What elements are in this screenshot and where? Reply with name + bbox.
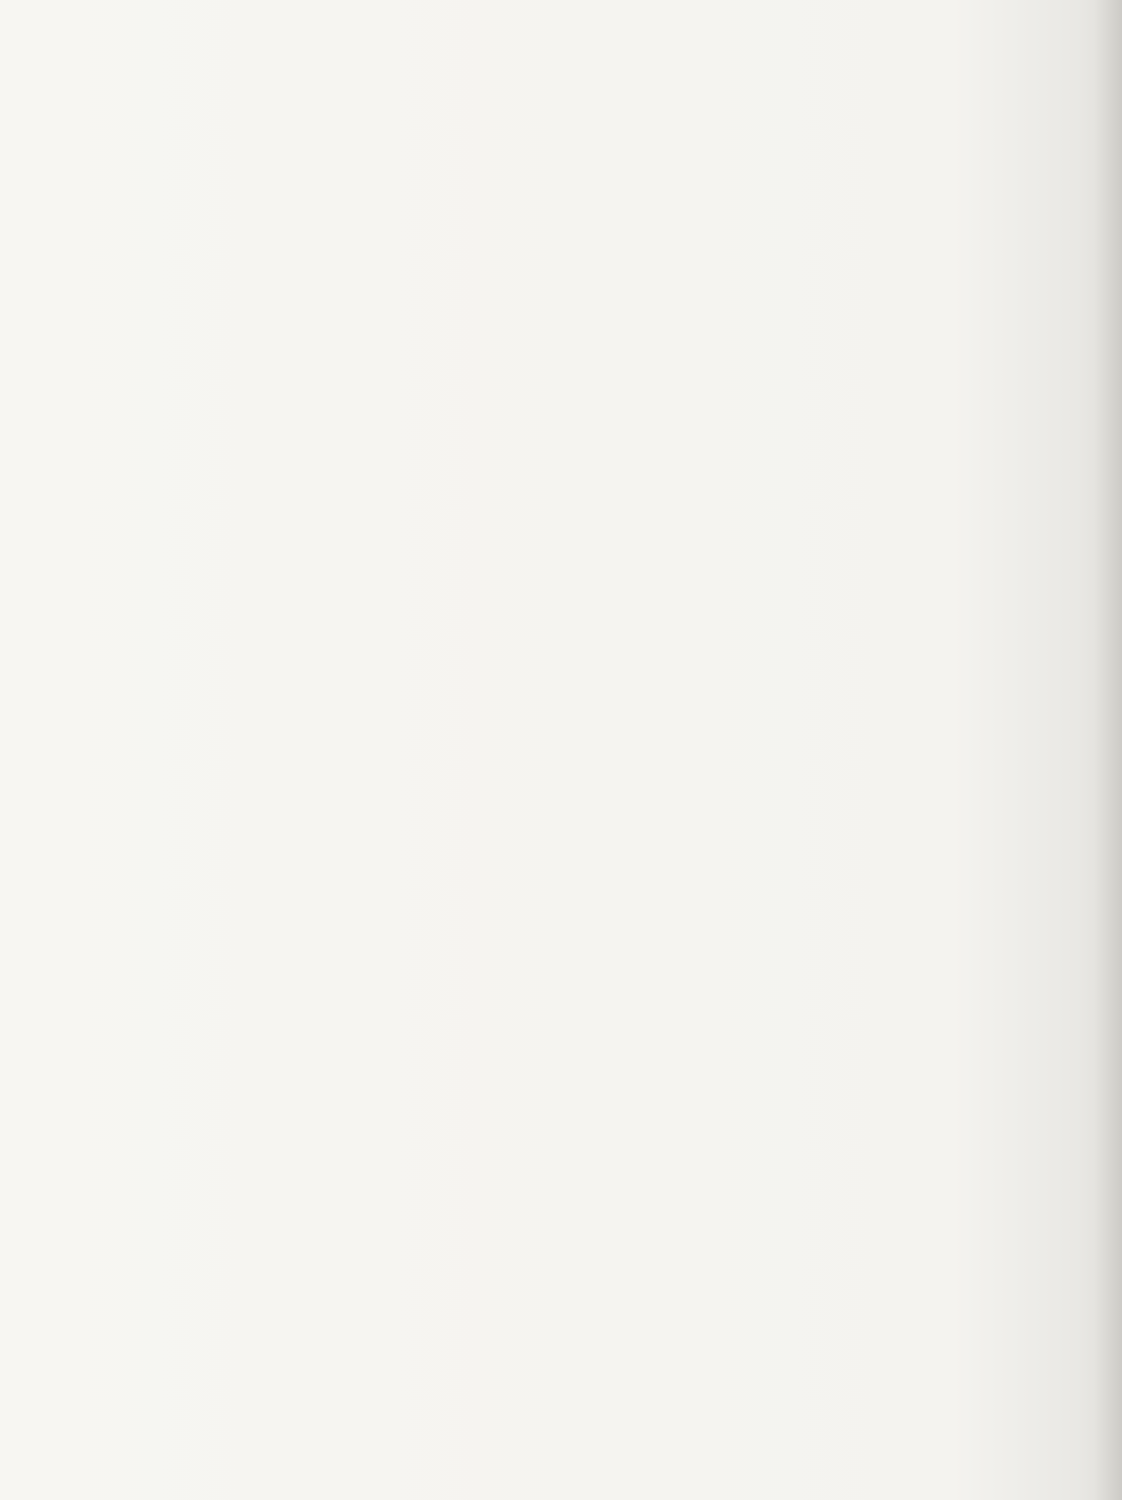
page-edge-shadow xyxy=(1094,0,1122,1500)
